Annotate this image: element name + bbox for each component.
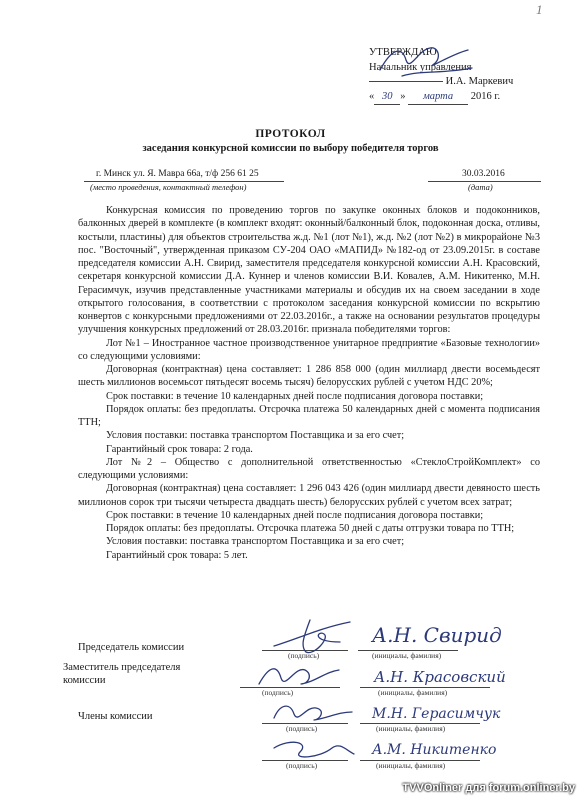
deputy-label-1: Заместитель председателя xyxy=(63,662,181,673)
intro-paragraph: Конкурсная комиссия по проведению торгов по закупке оконных блоков и подоконников, балконных дверей в комплекте (в комплект входят: оконный/балконный блок, подоконная доска, отливы, костыли, пластины) для объектов строительства ж.д. №1 (лот №1), ж.д. №2 (лот №2) в микрорайоне №3 пос. "Восточный", утвержденная приказом СУ-204 ОАО «МАПИД» №182-од от 23.09.2015г. в составе председателя комиссии А.Н. Свирид, заместителя председателя конкурсной комиссии А.Н. Красовский, секретаря конкурсной комиссии Д.А. Куннер и членов комиссии В.И. Ковалев, А.М. Никитенко, М.Н. Герасимчук, изучив представленные участниками материалы и обсудив их на своем заседании в ходе открытого голосования, в соответствии с протоколом заседания конкурсной комиссии по вскрытию конвертов с конкурсными предложениями от 22.03.2016г., а также на основании результатов процедуры улучшения конкурсных предложений от 28.03.2016г. признала победителями торгов: xyxy=(78,205,540,336)
protocol-body xyxy=(78,204,540,562)
deputy-name-handwritten xyxy=(372,660,522,692)
document-subtitle: заседания конкурсной комиссии по выбору победителя торгов xyxy=(142,143,439,154)
deputy-name-caption: (инициалы, фамилия) xyxy=(378,688,448,697)
approval-signature xyxy=(372,40,482,80)
chairman-label: Председатель комиссии xyxy=(78,642,185,653)
member2-handwritten-name: А.М. Никитенко xyxy=(372,742,497,758)
member1-signature xyxy=(270,698,360,728)
deputy-handwritten-name: А.Н. Красовский xyxy=(374,668,506,686)
document-title: ПРОТОКОЛ xyxy=(255,128,326,140)
member2-signature xyxy=(270,734,360,764)
approval-date-line: « 30 » марта 2016 г. xyxy=(369,90,513,106)
member1-sign-caption: (подпись) xyxy=(286,724,318,733)
lot1-price: Договорная (контрактная) цена составляет: 1 286 858 000 (один миллиард двести восемьдесят шесть миллионов восемьсот пятьдесят восемь тысяч) белорусских рублей с учетом НДС 20%; xyxy=(78,364,540,389)
lot1-warranty: Гарантийный срок товара: 2 года. xyxy=(106,443,253,455)
deputy-label-2: комиссии xyxy=(63,675,106,686)
member2-sign-caption: (подпись) xyxy=(286,761,318,770)
date-caption: (дата) xyxy=(468,182,493,192)
member1-name-caption: (инициалы, фамилия) xyxy=(376,724,446,733)
lot1-payment: Порядок оплаты: без предоплаты. Отсрочка платежа 50 календарных дней с момента подписания ТТН; xyxy=(78,403,540,428)
member1-handwritten-name: М.Н. Герасимчук xyxy=(372,706,501,722)
lot1-delivery-conditions: Условия поставки: поставка транспортом Поставщика и за его счет; xyxy=(106,430,405,442)
meeting-place: г. Минск ул. Я. Мавра 66а, т/ф 256 61 25 xyxy=(96,169,259,179)
member2-name-handwritten xyxy=(370,734,510,764)
chairman-handwritten-name: А.Н. Свирид xyxy=(372,623,502,647)
member1-name-handwritten xyxy=(370,698,510,728)
member2-name-caption: (инициалы, фамилия) xyxy=(376,761,446,770)
lot2-price: Договорная (контрактная) цена составляет: 1 296 043 426 (один миллиард двести девяносто шесть миллионов сорок три тысячи четыреста двадцать шесть) белорусских рублей с учетом всех затрат; xyxy=(78,483,540,508)
approval-position: Начальник управления xyxy=(369,61,472,73)
meeting-date: 30.03.2016 xyxy=(462,169,505,179)
lot1-winner: Лот №1 – Иностранное частное производственное унитарное предприятие «Базовые технологии» со следующими условиями: xyxy=(78,337,540,362)
chairman-name-caption: (инициалы, фамилия) xyxy=(372,651,442,660)
chairman-signature xyxy=(270,616,370,656)
page-number: 1 xyxy=(536,2,543,17)
approval-heading: УТВЕРЖДАЮ xyxy=(369,47,437,58)
place-caption: (место проведения, контактный телефон) xyxy=(90,182,247,192)
lot2-delivery-term: Срок поставки: в течение 10 календарных дней после подписания договора поставки; xyxy=(106,509,484,521)
chairman-sign-caption: (подпись) xyxy=(288,651,320,660)
members-label: Члены комиссии xyxy=(78,711,153,722)
lot2-payment: Порядок оплаты: без предоплаты. Отсрочка платежа 50 дней с даты отгрузки товара по ТТН; xyxy=(106,523,515,534)
forum-watermark: TVVOnliner для forum.onliner.by xyxy=(402,782,575,794)
approval-month: марта xyxy=(408,90,468,106)
deputy-sign-caption: (подпись) xyxy=(262,688,294,697)
chairman-name-handwritten xyxy=(368,616,508,656)
lot2-winner: Лот №2 – Общество с дополнительной ответственностью «СтеклоСтройКомплект» со следующими условиями: xyxy=(78,456,540,481)
lot2-delivery-conditions: Условия поставки: поставка транспортом Поставщика и за его счет; xyxy=(106,536,405,548)
approval-year: 2016 г. xyxy=(470,90,501,102)
approval-day: 30 xyxy=(374,90,400,106)
deputy-signature xyxy=(255,660,345,692)
approval-name: И.А. Маркевич xyxy=(445,76,514,87)
lot2-warranty: Гарантийный срок товара: 5 лет. xyxy=(106,549,248,561)
lot1-delivery-term: Срок поставки: в течение 10 календарных дней после подписания договора поставки; xyxy=(106,390,484,402)
